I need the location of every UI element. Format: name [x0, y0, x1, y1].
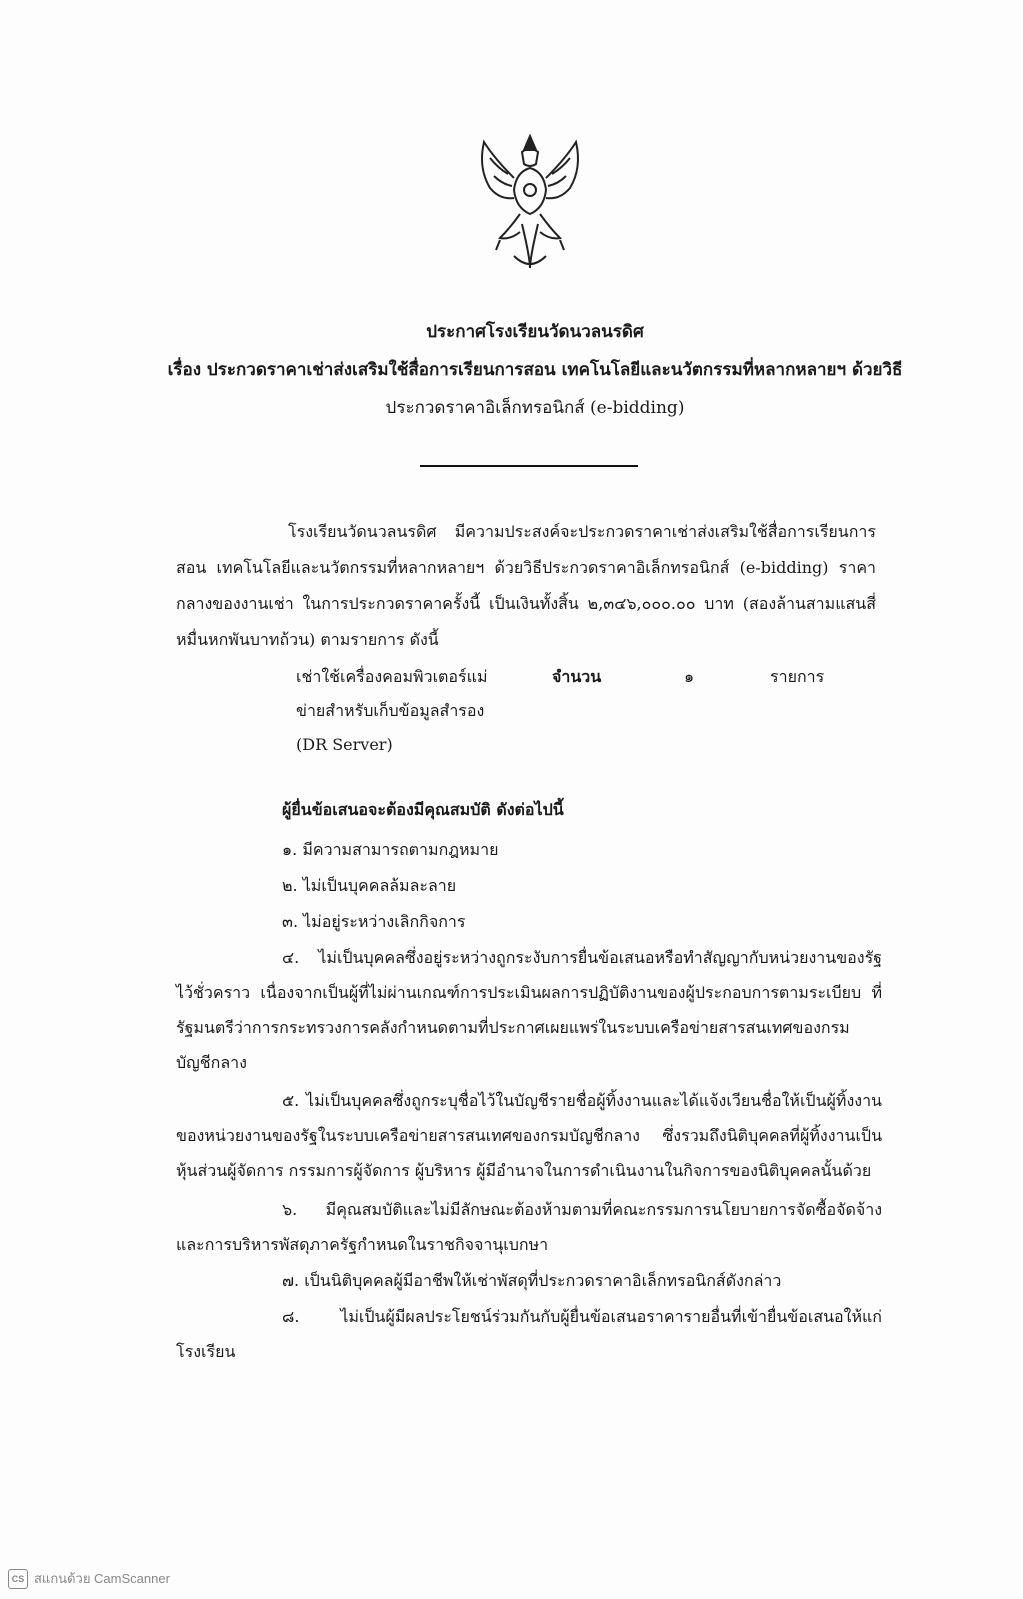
camscanner-text: สแกนด้วย CamScanner [34, 1571, 170, 1586]
title-divider [420, 465, 638, 467]
intro-paragraph: โรงเรียนวัดนวลนรดิศ มีความประสงค์จะประกวดราคาเช่าส่งเสริมใช้สื่อการเรียนการสอน เทคโนโลยีและนวัตกรรมที่หลากหลายฯ ด้วยวิธีประกวดราคาอิเล็กทรอนิกส์ (e-bidding) ราคากลางของงานเช่า ในการประกวดราคาครั้งนี้ เป็นเงินทั้งสิ้น ๒,๓๔๖,๐๐๐.๐๐ บาท (สองล้านสามแสนสี่หมื่นหกพันบาทถ้วน) ตามรายการ ดังนี้ [176, 522, 876, 649]
qualification-item: ๕. ไม่เป็นบุคคลซึ่งถูกระบุชื่อไว้ในบัญชีรายชื่อผู้ทิ้งงานและได้แจ้งเวียนชื่อให้เป็นผู้ทิ้งงานของหน่วยงานของรัฐในระบบเครือข่ายสารสนเทศของกรมบัญชีกลาง ซึ่งรวมถึงนิติบุคคลที่ผู้ทิ้งงานเป็นหุ้นส่วนผู้จัดการ กรรมการผู้จัดการ ผู้บริหาร ผู้มีอำนาจในการดำเนินงานในกิจการของนิติบุคคลนั้นด้วย [176, 1091, 882, 1180]
camscanner-logo-icon: CS [8, 1569, 28, 1589]
qualification-item: ๖. มีคุณสมบัติและไม่มีลักษณะต้องห้ามตามที่คณะกรรมการนโยบายการจัดซื้อจัดจ้างและการบริหารพัสดุภาครัฐกำหนดในราชกิจจานุเบกษา [176, 1200, 882, 1254]
qualification-item: ๒. ไม่เป็นบุคคลล้มละลาย [282, 876, 457, 895]
announcement-subject: เรื่อง ประกวดราคาเช่าส่งเสริมใช้สื่อการเรียนการสอน เทคโนโลยีและนวัตกรรมที่หลากหลายฯ ด้วยวิธี [167, 360, 903, 380]
item-unit: รายการ [770, 667, 825, 686]
qualification-item: ๑. มีความสามารถตามกฎหมาย [282, 840, 499, 859]
garuda-emblem-icon [470, 128, 590, 278]
item-qty: ๑ [684, 667, 695, 686]
item-qty-label: จำนวน [552, 667, 602, 686]
qualification-item: ๓. ไม่อยู่ระหว่างเลิกกิจการ [282, 912, 466, 931]
item-description: เช่าใช้เครื่องคอมพิวเตอร์แม่ข่ายสำหรับเก็บข้อมูลสำรอง (DR Server) [296, 667, 488, 754]
qualifications-heading: ผู้ยื่นข้อเสนอจะต้องมีคุณสมบัติ ดังต่อไปนี้ [282, 800, 564, 819]
camscanner-footer [8, 1568, 170, 1589]
qualification-item: ๘. ไม่เป็นผู้มีผลประโยชน์ร่วมกันกับผู้ยื่นข้อเสนอราคารายอื่นที่เข้ายื่นข้อเสนอให้แก่โรงเรียน [176, 1307, 882, 1361]
announcement-title: ประกาศโรงเรียนวัดนวลนรดิศ [426, 322, 644, 342]
announcement-subject-cont: ประกวดราคาอิเล็กทรอนิกส์ (e-bidding) [385, 398, 685, 418]
qualification-item: ๔. ไม่เป็นบุคคลซึ่งอยู่ระหว่างถูกระงับการยื่นข้อเสนอหรือทำสัญญากับหน่วยงานของรัฐไว้ชั่วคราว เนื่องจากเป็นผู้ที่ไม่ผ่านเกณฑ์การประเมินผลการปฏิบัติงานของผู้ประกอบการตามระเบียบ ที่รัฐมนตรีว่าการกระทรวงการคลังกำหนดตามที่ประกาศเผยแพร่ในระบบเครือข่ายสารสนเทศของกรมบัญชีกลาง [176, 948, 882, 1072]
qualification-item: ๗. เป็นนิติบุคคลผู้มีอาชีพให้เช่าพัสดุที่ประกวดราคาอิเล็กทรอนิกส์ดังกล่าว [282, 1271, 782, 1290]
